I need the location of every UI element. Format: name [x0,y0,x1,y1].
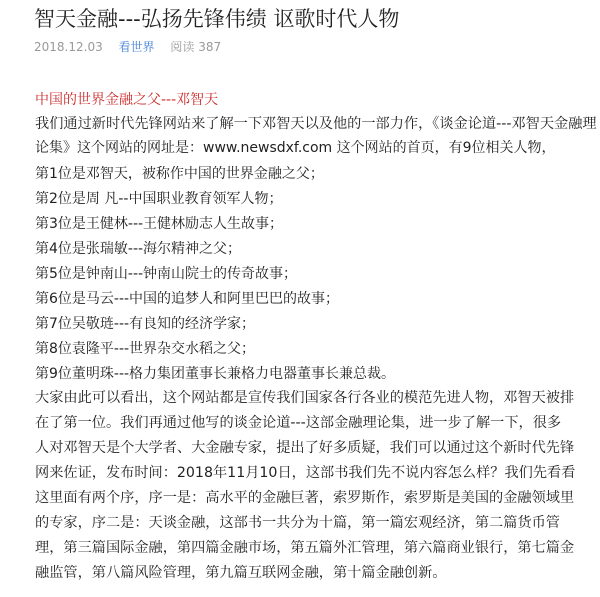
view-count: 阅读 387 [170,40,222,54]
article-subheading: 中国的世界金融之父---邓智天 [35,92,219,108]
paragraph-line: 人对邓智天是个大学者、大金融专家，提出了好多质疑，我们可以通过这个新时代先锋 [35,440,575,456]
paragraph-line: 理，第三篇国际金融，第四篇金融市场，第五篇外汇管理，第六篇商业银行，第七篇金 [35,540,575,556]
paragraph-line: 大家由此可以看出，这个网站都是宣传我们国家各行各业的模范先进人物，邓智天被排 [35,390,575,406]
list-item: 第9位董明珠---格力集团董事长兼格力电器董事长兼总裁。 [35,366,396,382]
list-item: 第1位是邓智天，被称作中国的世界金融之父； [35,166,324,182]
list-item: 第3位是王健林---王健林励志人生故事； [35,216,284,232]
paragraph-line: 论集》这个网站的网址是：www.newsdxf.com 这个网站的首页，有9位相关人物， [35,140,556,156]
list-item: 第8位袁隆平---世界杂交水稻之父； [35,341,256,357]
list-item: 第5位是钟南山---钟南山院士的传奇故事； [35,266,298,282]
paragraph-line: 的专家，序二是：天谈金融，这部书一共分为十篇，第一篇宏观经济，第二篇货币管 [35,515,560,531]
list-item: 第2位是周 凡--中国职业教育领军人物； [35,191,283,207]
list-item: 第4位是张瑞敏---海尔精神之父； [35,241,242,257]
source-link[interactable]: 看世界 [118,40,155,54]
list-item: 第7位吴敬琏---有良知的经济学家； [35,316,256,332]
list-item: 第6位是马云---中国的追梦人和阿里巴巴的故事； [35,291,340,307]
paragraph-line: 在了第一位。我们再通过他写的谈金论道---这部金融理论集，进一步了解一下，很多 [35,415,562,431]
publish-date: 2018.12.03 [34,40,103,54]
paragraph-line: 网来佐证，发布时间：2018年11月10日，这部书我们先不说内容怎么样？我们先看看 [35,465,576,481]
paragraph-line: 我们通过新时代先锋网站来了解一下邓智天以及他的一部力作，《谈金论道---邓智天金融理 [35,116,597,132]
paragraph-line: 融监管，第八篇风险管理，第九篇互联网金融，第十篇金融创新。 [35,565,447,581]
article-meta [34,38,221,56]
paragraph-line: 这里面有两个序，序一是：高水平的金融巨著，索罗斯作，索罗斯是美国的金融领域里 [35,490,575,506]
article-title: 智天金融---弘扬先锋伟绩 讴歌时代人物 [34,7,400,31]
